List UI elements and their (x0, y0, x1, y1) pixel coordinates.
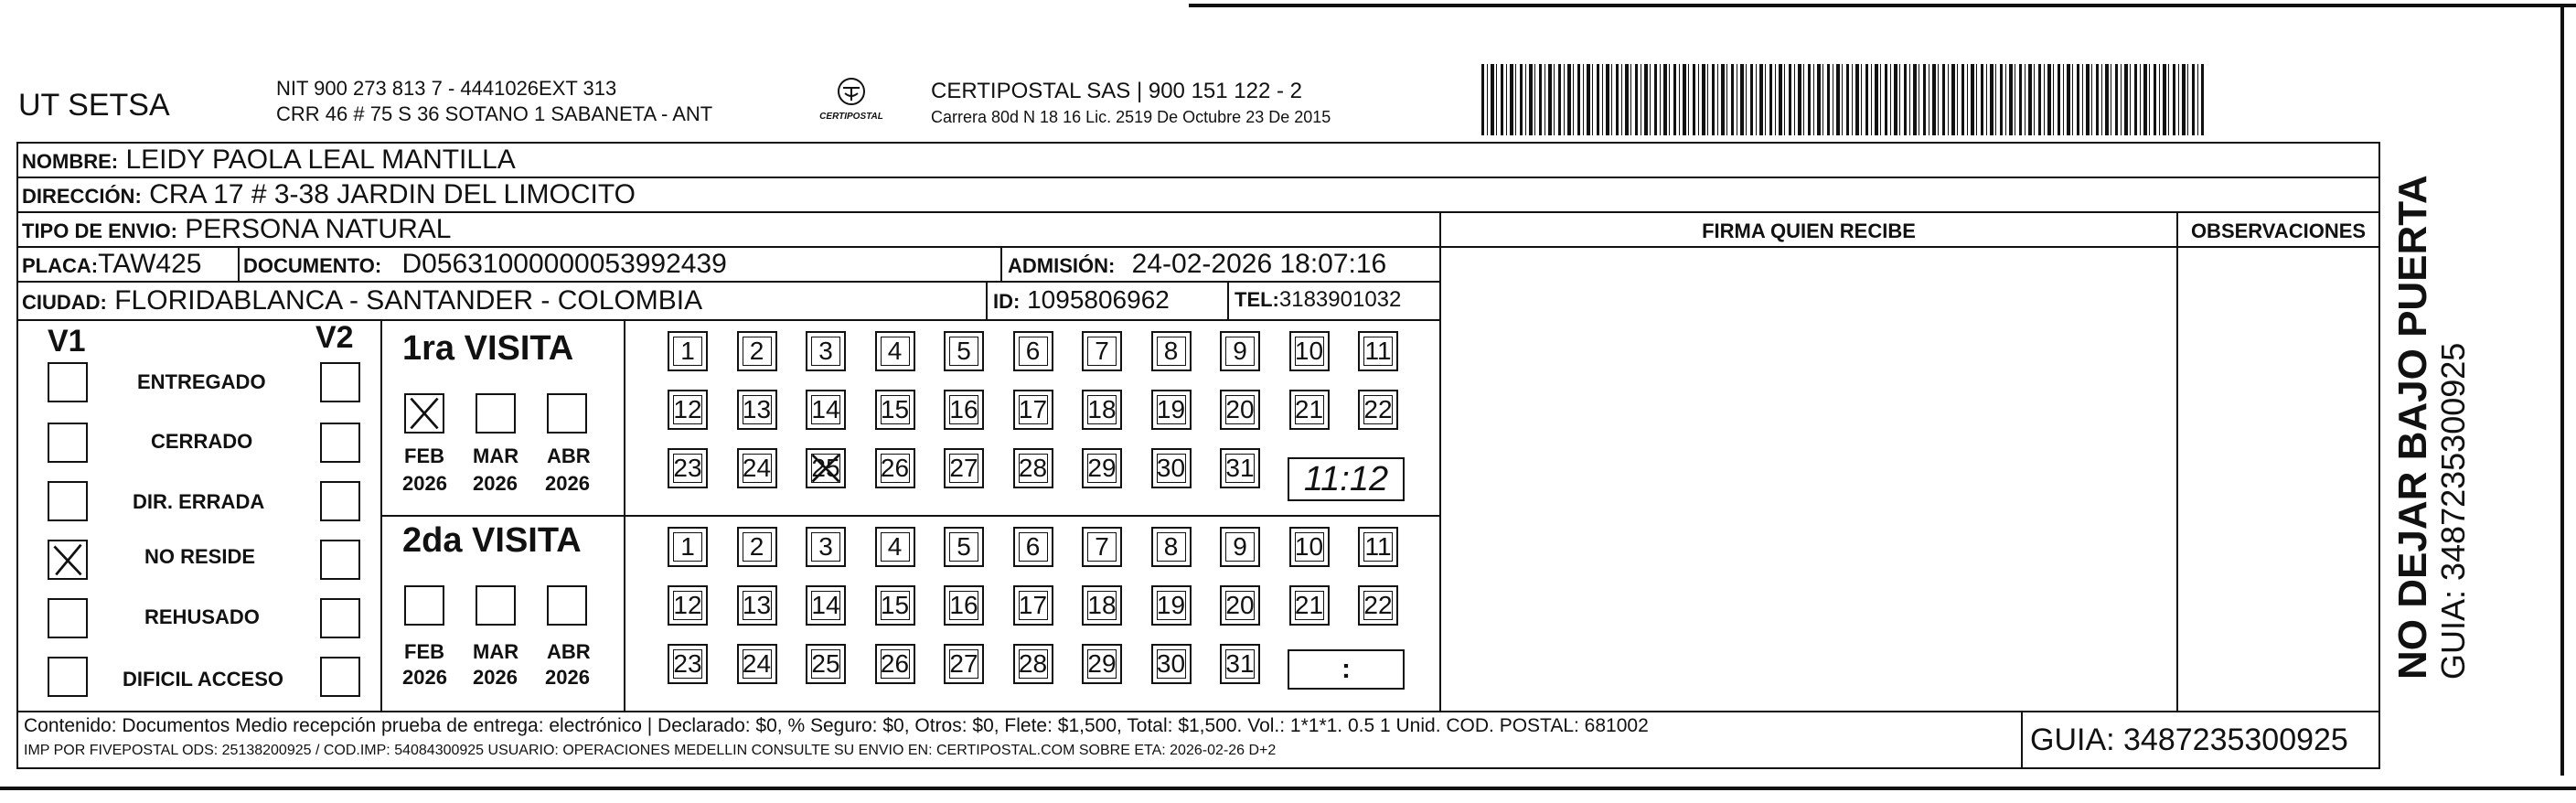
v2-label: V2 (315, 320, 354, 355)
admision-line (1008, 249, 1386, 280)
tipo-value: PERSONA NATURAL (185, 214, 452, 244)
day-9[interactable]: 9 (1220, 527, 1260, 567)
day-29[interactable]: 29 (1082, 644, 1122, 684)
day-27[interactable]: 27 (944, 448, 984, 488)
v1-checkbox-no-reside[interactable] (48, 540, 88, 580)
day-21[interactable]: 21 (1289, 390, 1330, 430)
direccion-label: DIRECCIÓN: (22, 185, 142, 208)
tel-divider (1227, 281, 1229, 321)
day-26[interactable]: 26 (875, 448, 915, 488)
day-31[interactable]: 31 (1220, 644, 1260, 684)
id-divider (986, 281, 988, 321)
day-12[interactable]: 12 (668, 585, 708, 626)
day-11[interactable]: 11 (1358, 331, 1398, 371)
day-9[interactable]: 9 (1220, 331, 1260, 371)
second-month-feb-checkbox[interactable] (404, 585, 444, 626)
second-month-abr-checkbox[interactable] (547, 585, 587, 626)
v1-checkbox-rehusado[interactable] (48, 598, 88, 638)
first-year-mar: 2026 (473, 472, 518, 495)
day-2[interactable]: 2 (737, 331, 777, 371)
observaciones-area[interactable] (2176, 246, 2380, 712)
footer-contenido: Contenido: Documentos Medio recepción prueba de entrega: electrónico | Declarado: $0, % Seguro: $0, Otros: $0, Flete: $1,500, Total: $1,500. Vol.: 1*1*1. 0.5 1 Unid. COD. POSTAL: 681002 (24, 715, 1649, 736)
day-10[interactable]: 10 (1289, 527, 1330, 567)
footer-divider (2021, 711, 2023, 769)
day-24[interactable]: 24 (737, 448, 777, 488)
day-20[interactable]: 20 (1220, 585, 1260, 626)
v1-checkbox-entregado[interactable] (48, 362, 88, 402)
observaciones-label: OBSERVACIONES (2190, 219, 2367, 242)
placa-label: PLACA: (22, 254, 99, 277)
second-month-mar: MAR (473, 640, 519, 663)
status-cerrado: CERRADO (151, 430, 253, 453)
admision-divider (1000, 246, 1002, 283)
day-18[interactable]: 18 (1082, 585, 1122, 626)
nombre-label: NOMBRE: (22, 150, 119, 173)
first-month-abr-checkbox[interactable] (547, 393, 587, 434)
first-visit-title: 1ra VISITA (402, 329, 574, 368)
placa-line (22, 249, 201, 280)
status-no-reside: NO RESIDE (144, 545, 256, 568)
v2-checkbox-no-reside[interactable] (320, 540, 360, 580)
day-23[interactable]: 23 (668, 644, 708, 684)
firma-area[interactable] (1439, 246, 2178, 712)
day-1[interactable]: 1 (668, 527, 708, 567)
company-name: UT SETSA (18, 88, 170, 123)
day-6[interactable]: 6 (1013, 527, 1053, 567)
first-month-feb-checkbox[interactable] (404, 393, 444, 434)
day-3[interactable]: 3 (806, 527, 846, 567)
nombre-line (22, 145, 516, 176)
company-address: CRR 46 # 75 S 36 SOTANO 1 SABANETA - ANT (276, 102, 713, 125)
first-month-mar: MAR (473, 444, 519, 467)
ciudad-line (22, 285, 702, 316)
day-16[interactable]: 16 (944, 585, 984, 626)
status-rehusado: REHUSADO (144, 605, 260, 628)
day-25[interactable]: 25 (806, 644, 846, 684)
day-19[interactable]: 19 (1151, 585, 1192, 626)
documento-line (243, 249, 727, 280)
placa-divider (238, 246, 240, 283)
x-mark-icon (807, 450, 844, 487)
v2-checkbox-cerrado[interactable] (320, 423, 360, 463)
footer-imp: IMP POR FIVEPOSTAL ODS: 25138200925 / COD.IMP: 54084300925 USUARIO: OPERACIONES MEDELLIN CONSULTE SU ENVIO EN: CERTIPOSTAL.COM SOBRE ETA: 2026-02-26 D+2 (24, 743, 1277, 758)
status-entregado: ENTREGADO (137, 370, 266, 393)
day-5[interactable]: 5 (944, 331, 984, 371)
v1-checkbox-cerrado[interactable] (48, 423, 88, 463)
v1-checkbox-dir-errada[interactable] (48, 481, 88, 521)
certipostal-logo (810, 75, 893, 128)
ciudad-label: CIUDAD: (22, 291, 107, 314)
side-warning: NO DEJAR BAJO PUERTA (2390, 175, 2435, 680)
second-month-feb: FEB (404, 640, 444, 663)
day-18[interactable]: 18 (1082, 390, 1122, 430)
day-7[interactable]: 7 (1082, 331, 1122, 371)
first-month-abr: ABR (547, 444, 591, 467)
first-month-feb: FEB (404, 444, 444, 467)
bottom-border-line (0, 787, 2576, 790)
day-23[interactable]: 23 (668, 448, 708, 488)
day-21[interactable]: 21 (1289, 585, 1330, 626)
day-13[interactable]: 13 (737, 390, 777, 430)
logo-text: CERTIPOSTAL (819, 112, 883, 122)
v2-checkbox-rehusado[interactable] (320, 598, 360, 638)
day-28[interactable]: 28 (1013, 644, 1053, 684)
day-14[interactable]: 14 (806, 390, 846, 430)
side-guia: GUIA: 3487235300925 (2434, 342, 2472, 680)
day-1[interactable]: 1 (668, 331, 708, 371)
company-nit: NIT 900 273 813 7 - 4441026EXT 313 (276, 77, 617, 100)
tel-label: TEL: (1235, 288, 1279, 311)
day-25[interactable]: 25 (806, 448, 846, 488)
certipostal-info: CERTIPOSTAL SAS | 900 151 122 - 2 (931, 79, 1302, 103)
day-31[interactable]: 31 (1220, 448, 1260, 488)
status-dir-errada: DIR. ERRADA (133, 490, 265, 513)
v2-checkbox-entregado[interactable] (320, 362, 360, 402)
admision-value: 24-02-2026 18:07:16 (1131, 249, 1387, 279)
certipostal-license: Carrera 80d N 18 16 Lic. 2519 De Octubre 23 De 2015 (931, 108, 1331, 126)
firma-label: FIRMA QUIEN RECIBE (1702, 219, 1916, 242)
admision-label: ADMISIÓN: (1008, 254, 1116, 277)
tel-line (1235, 287, 1401, 313)
x-mark-icon (49, 541, 86, 578)
day-30[interactable]: 30 (1151, 644, 1192, 684)
direccion-line (22, 179, 636, 210)
top-border-line (1189, 4, 2576, 7)
day-11[interactable]: 11 (1358, 527, 1398, 567)
status-dificil-acceso: DIFICIL ACCESO (123, 668, 284, 691)
day-13[interactable]: 13 (737, 585, 777, 626)
second-month-abr: ABR (547, 640, 591, 663)
direccion-value: CRA 17 # 3-38 JARDIN DEL LIMOCITO (149, 179, 636, 209)
v2-checkbox-dir-errada[interactable] (320, 481, 360, 521)
day-15[interactable]: 15 (875, 585, 915, 626)
barcode (1481, 64, 2204, 135)
second-visit-title: 2da VISITA (402, 521, 582, 560)
placa-value: TAW425 (98, 249, 202, 279)
day-4[interactable]: 4 (875, 331, 915, 371)
footer-guia: GUIA: 3487235300925 (2030, 723, 2348, 757)
first-time-box[interactable]: 11:12 (1288, 457, 1405, 501)
day-14[interactable]: 14 (806, 585, 846, 626)
id-line (993, 285, 1170, 315)
day-29[interactable]: 29 (1082, 448, 1122, 488)
visit-divider (624, 319, 625, 712)
first-year-feb: 2026 (402, 472, 447, 495)
day-24[interactable]: 24 (737, 644, 777, 684)
day-7[interactable]: 7 (1082, 527, 1122, 567)
day-12[interactable]: 12 (668, 390, 708, 430)
day-30[interactable]: 30 (1151, 448, 1192, 488)
first-year-abr: 2026 (545, 472, 590, 495)
ciudad-value: FLORIDABLANCA - SANTANDER - COLOMBIA (114, 285, 703, 316)
day-19[interactable]: 19 (1151, 390, 1192, 430)
documento-label: DOCUMENTO: (243, 254, 382, 277)
second-year-feb: 2026 (402, 666, 447, 689)
second-year-abr: 2026 (545, 666, 590, 689)
day-22[interactable]: 22 (1358, 585, 1398, 626)
v1-label: V1 (48, 324, 86, 359)
tipo-line (22, 214, 451, 245)
day-8[interactable]: 8 (1151, 527, 1192, 567)
x-mark-icon (406, 395, 443, 432)
day-27[interactable]: 27 (944, 644, 984, 684)
id-label: ID: (993, 290, 1021, 313)
second-month-mar-checkbox[interactable] (476, 585, 516, 626)
day-2[interactable]: 2 (737, 527, 777, 567)
day-22[interactable]: 22 (1358, 390, 1398, 430)
day-8[interactable]: 8 (1151, 331, 1192, 371)
day-17[interactable]: 17 (1013, 585, 1053, 626)
day-6[interactable]: 6 (1013, 331, 1053, 371)
day-5[interactable]: 5 (944, 527, 984, 567)
second-time-box[interactable]: : (1288, 649, 1405, 690)
day-15[interactable]: 15 (875, 390, 915, 430)
tel-value: 3183901032 (1278, 287, 1402, 312)
day-20[interactable]: 20 (1220, 390, 1260, 430)
second-year-mar: 2026 (473, 666, 518, 689)
day-28[interactable]: 28 (1013, 448, 1053, 488)
id-value: 1095806962 (1027, 285, 1170, 314)
tipo-label: TIPO DE ENVIO: (22, 219, 177, 242)
v2-checkbox-dificil-acceso[interactable] (320, 657, 360, 697)
day-16[interactable]: 16 (944, 390, 984, 430)
first-month-mar-checkbox[interactable] (476, 393, 516, 434)
right-border-line (2560, 7, 2564, 776)
nombre-value: LEIDY PAOLA LEAL MANTILLA (125, 145, 516, 175)
day-17[interactable]: 17 (1013, 390, 1053, 430)
day-4[interactable]: 4 (875, 527, 915, 567)
day-10[interactable]: 10 (1289, 331, 1330, 371)
side-text (2391, 175, 2472, 680)
v1-checkbox-dificil-acceso[interactable] (48, 657, 88, 697)
day-26[interactable]: 26 (875, 644, 915, 684)
day-3[interactable]: 3 (806, 331, 846, 371)
documento-value: D05631000000053992439 (401, 249, 727, 279)
